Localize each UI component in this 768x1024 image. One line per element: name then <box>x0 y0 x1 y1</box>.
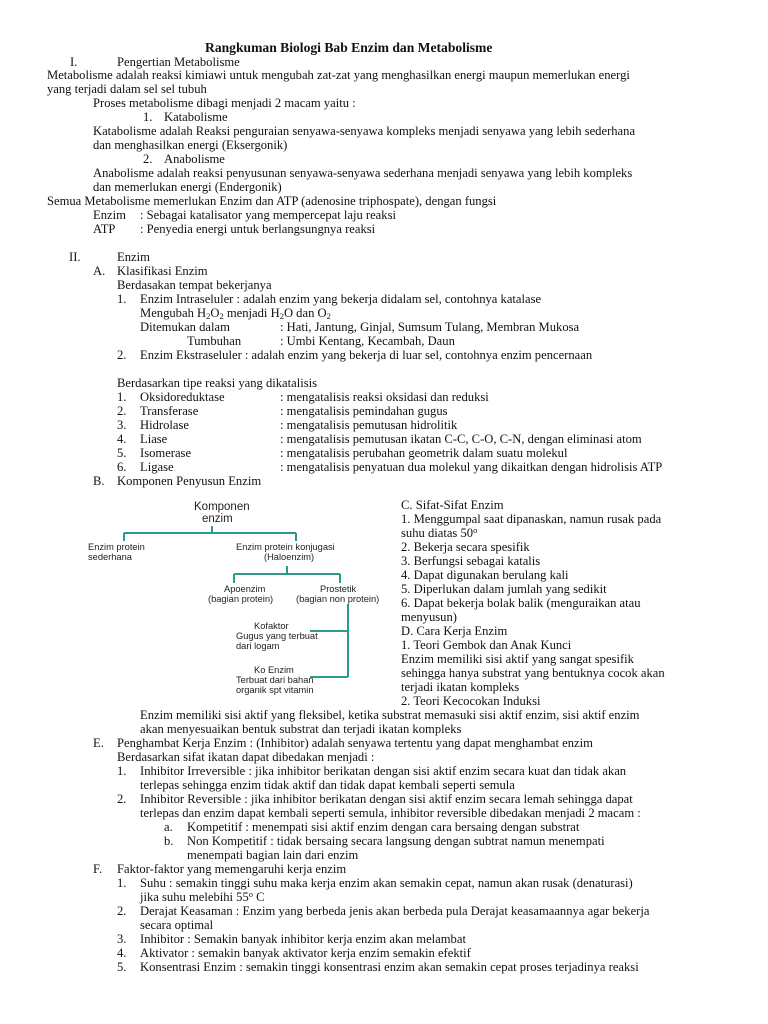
catabolism-text-line-2: dan menghasilkan energi (Eksergonik) <box>93 138 288 152</box>
type-number: 5. <box>117 446 127 460</box>
temperature-text-2: jika suhu melebihi 55$^o$ C <box>140 889 265 904</box>
diagram-prosthetic-1: Prostetik <box>320 584 357 594</box>
type-description: : mengatalisis pemindahan gugus <box>280 404 448 418</box>
type-description: : mengatalisis pemutusan ikatan C-C, C-O, C-N, dengan eliminasi atom <box>280 432 642 446</box>
concentration-number: 5. <box>117 960 127 974</box>
subsection-e-letter: E. <box>93 736 104 750</box>
reversible-text-1: Inhibitor Reversible : jika inhibitor berikatan dengan sisi aktif enzim secara lemah sehingga dapat <box>140 792 633 806</box>
enzyme-components-diagram <box>86 497 396 707</box>
type-number: 6. <box>117 460 127 474</box>
process-intro: Proses metabolisme dibagi menjadi 2 macam yaitu : <box>93 96 356 110</box>
type-name: Ligase <box>140 460 174 474</box>
type-description: : mengatalisis perubahan geometrik dalam suatu molekul <box>280 446 568 460</box>
diagram-simple-protein-1: Enzim protein <box>88 542 145 552</box>
found-in-value: : Hati, Jantung, Ginjal, Sumsum Tulang, Membran Mukosa <box>280 320 580 334</box>
subsection-d-title: D. Cara Kerja Enzim <box>401 624 508 638</box>
property-4: 4. Dapat digunakan berulang kali <box>401 568 569 582</box>
diagram-enzim: enzim <box>202 513 233 525</box>
catabolism-text-line-1: Katabolisme adalah Reaksi penguraian senyawa-senyawa kompleks menjadi senyawa yang lebih sederhana <box>93 124 636 138</box>
diagram-komponen: Komponen <box>194 501 250 513</box>
type-name: Isomerase <box>140 446 192 460</box>
diagram-conjugated-protein-1: Enzim protein konjugasi <box>236 542 335 552</box>
subsection-f-title: Faktor-faktor yang memengaruhi kerja enzim <box>117 862 347 876</box>
by-location-intro: Berdasakan tempat bekerjanya <box>117 278 272 292</box>
subsection-a-title: Klasifikasi Enzim <box>117 264 208 278</box>
reaction-equation: Mengubah $H_2O_2$ menjadi $H_2O$ dan $O_2$ <box>140 306 331 321</box>
concentration-text: Konsentrasi Enzim : semakin tinggi konsentrasi enzim akan semakin cepat proses terjadinya reaksi <box>140 960 639 974</box>
enzim-label: Enzim <box>93 208 126 222</box>
acidity-text-1: Derajat Keasaman : Enzim yang berbeda jenis akan berbeda pula Derajat keasamaannya agar bekerja <box>140 904 650 918</box>
acidity-text-2: secara optimal <box>140 918 214 932</box>
enzyme-atp-intro: Semua Metabolisme memerlukan Enzim dan ATP (adenosine triphospate), dengan fungsi <box>47 194 497 208</box>
reversible-number: 2. <box>117 792 127 806</box>
temperature-text-1: Suhu : semakin tinggi suhu maka kerja enzim akan semakin cepat, namun akan rusak (denaturasi) <box>140 876 633 890</box>
intracellular-number: 1. <box>117 292 127 306</box>
diagram-coenzyme-3: organik spt vitamin <box>236 685 314 695</box>
diagram-coenzyme-2: Terbuat dari bahan <box>236 675 314 685</box>
diagram-cofactor-3: dari logam <box>236 641 280 651</box>
intracellular-enzyme: Enzim Intraseluler : adalah enzim yang bekerja didalam sel, contohnya katalase <box>140 292 542 306</box>
atp-label: ATP <box>93 222 116 236</box>
plants-value: : Umbi Kentang, Kecambah, Daun <box>280 334 455 348</box>
irreversible-text-1: Inhibitor Irreversible : jika inhibitor berikatan dengan sisi aktif enzim secara kuat dan tidak akan <box>140 764 627 778</box>
property-1-cont: suhu diatas 50$^o$ <box>401 525 478 540</box>
catabolism-title: Katabolisme <box>164 110 228 124</box>
reversible-text-2: terlepas dan enzim dapat kembali seperti semula, inhibitor reversible dibedakan menjadi 2 macam : <box>140 806 641 820</box>
section-2-number: II. <box>69 250 81 264</box>
diagram-conjugated-protein-2: (Haloenzim) <box>264 552 315 562</box>
diagram-cofactor-1: Kofaktor <box>254 621 289 631</box>
type-description: : mengatalisis penyatuan dua molekul yang dikaitkan dengan hidrolisis ATP <box>280 460 663 474</box>
type-name: Oksidoreduktase <box>140 390 225 404</box>
type-number: 1. <box>117 390 127 404</box>
induced-fit-text-1: Enzim memiliki sisi aktif yang fleksibel, ketika substrat memasuki sisi aktif enzim, sisi aktif enzim <box>140 708 640 722</box>
type-number: 4. <box>117 432 127 446</box>
property-3: 3. Berfungsi sebagai katalis <box>401 554 541 568</box>
plants-label: Tumbuhan <box>187 334 242 348</box>
inhibitor-factor-text: Inhibitor : Semakin banyak inhibitor kerja enzim akan melambat <box>140 932 466 946</box>
irreversible-number: 1. <box>117 764 127 778</box>
property-2: 2. Bekerja secara spesifik <box>401 540 530 554</box>
anabolism-text-line-2: dan memerlukan energi (Endergonik) <box>93 180 282 194</box>
diagram-apoenzyme-1: Apoenzim <box>224 584 266 594</box>
property-5: 5. Diperlukan dalam jumlah yang sedikit <box>401 582 607 596</box>
activator-text: Aktivator : semakin banyak aktivator kerja enzim semakin efektif <box>140 946 471 960</box>
found-in-label: Ditemukan dalam <box>140 320 230 334</box>
competitive-letter: a. <box>164 820 173 834</box>
diagram-apoenzyme-2: (bagian protein) <box>208 594 274 604</box>
type-name: Transferase <box>140 404 199 418</box>
metabolism-definition-line-1: Metabolisme adalah reaksi kimiawi untuk mengubah zat-zat yang menghasilkan energi maupun memerlukan energi <box>47 68 630 82</box>
type-description: : mengatalisis reaksi oksidasi dan reduksi <box>280 390 489 404</box>
subsection-a-letter: A. <box>93 264 106 278</box>
section-1-number: I. <box>70 55 78 69</box>
inhibitor-intro: Berdasarkan sifat ikatan dapat dibedakan menjadi : <box>117 750 375 764</box>
extracellular-number: 2. <box>117 348 127 362</box>
catabolism-number: 1. <box>143 110 153 124</box>
diagram-prosthetic-2: (bagian non protein) <box>296 594 380 604</box>
acidity-number: 2. <box>117 904 127 918</box>
lock-key-text-3: terjadi ikatan kompleks <box>401 680 520 694</box>
type-name: Hidrolase <box>140 418 189 432</box>
property-6-cont: menyusun) <box>401 610 457 624</box>
activator-number: 4. <box>117 946 127 960</box>
property-1: 1. Menggumpal saat dipanaskan, namun rusak pada <box>401 512 662 526</box>
type-name: Liase <box>140 432 168 446</box>
subsection-f-letter: F. <box>93 862 103 876</box>
noncompetitive-text-1: Non Kompetitif : tidak bersaing secara langsung dengan subtrat namun menempati <box>187 834 605 848</box>
subsection-e-title: Penghambat Kerja Enzim : (Inhibitor) adalah senyawa tertentu yang dapat menghambat enzim <box>117 736 593 750</box>
noncompetitive-letter: b. <box>164 834 174 848</box>
anabolism-number: 2. <box>143 152 153 166</box>
diagram-simple-protein-2: sederhana <box>88 552 132 562</box>
section-1-heading: Pengertian Metabolisme <box>117 55 240 69</box>
induced-fit-theory: 2. Teori Kecocokan Induksi <box>401 694 541 708</box>
subsection-b-title: Komponen Penyusun Enzim <box>117 474 262 488</box>
type-number: 2. <box>117 404 127 418</box>
property-6: 6. Dapat bekerja bolak balik (menguraikan atau <box>401 596 641 610</box>
atp-description: : Penyedia energi untuk berlangsungnya reaksi <box>140 222 376 236</box>
irreversible-text-2: terlepas sehingga enzim tidak aktif dan tidak dapat kembali seperti semula <box>140 778 515 792</box>
type-number: 3. <box>117 418 127 432</box>
enzim-description: : Sebagai katalisator yang mempercepat laju reaksi <box>140 208 396 222</box>
lock-key-text-1: Enzim memiliki sisi aktif yang sangat spesifik <box>401 652 634 666</box>
diagram-coenzyme-1: Ko Enzim <box>254 665 294 675</box>
anabolism-title: Anabolisme <box>164 152 225 166</box>
extracellular-enzyme: Enzim Ekstraseluler : adalah enzim yang bekerja di luar sel, contohnya enzim pencernaan <box>140 348 593 362</box>
induced-fit-text-2: akan menyesuaikan bentuk substrat dan terjadi ikatan kompleks <box>140 722 462 736</box>
noncompetitive-text-2: menempati bagian lain dari enzim <box>187 848 359 862</box>
type-description: : mengatalisis pemutusan hidrolitik <box>280 418 458 432</box>
lock-key-text-2: sehingga hanya substrat yang bentuknya cocok akan <box>401 666 665 680</box>
lock-key-theory: 1. Teori Gembok dan Anak Kunci <box>401 638 572 652</box>
temperature-number: 1. <box>117 876 127 890</box>
diagram-cofactor-2: Gugus yang terbuat <box>236 631 318 641</box>
section-2-heading: Enzim <box>117 250 150 264</box>
competitive-text: Kompetitif : menempati sisi aktif enzim dengan cara bersaing dengan substrat <box>187 820 580 834</box>
subsection-c-title: C. Sifat-Sifat Enzim <box>401 498 504 512</box>
anabolism-text-line-1: Anabolisme adalah reaksi penyusunan senyawa-senyawa sederhana menjadi senyawa yang lebih kompleks <box>93 166 633 180</box>
metabolism-definition-line-2: yang terjadi dalam sel sel tubuh <box>47 82 207 96</box>
inhibitor-factor-number: 3. <box>117 932 127 946</box>
document-title: Rangkuman Biologi Bab Enzim dan Metabolisme <box>205 40 493 55</box>
subsection-b-letter: B. <box>93 474 105 488</box>
by-reaction-type-intro: Berdasarkan tipe reaksi yang dikatalisis <box>117 376 318 390</box>
